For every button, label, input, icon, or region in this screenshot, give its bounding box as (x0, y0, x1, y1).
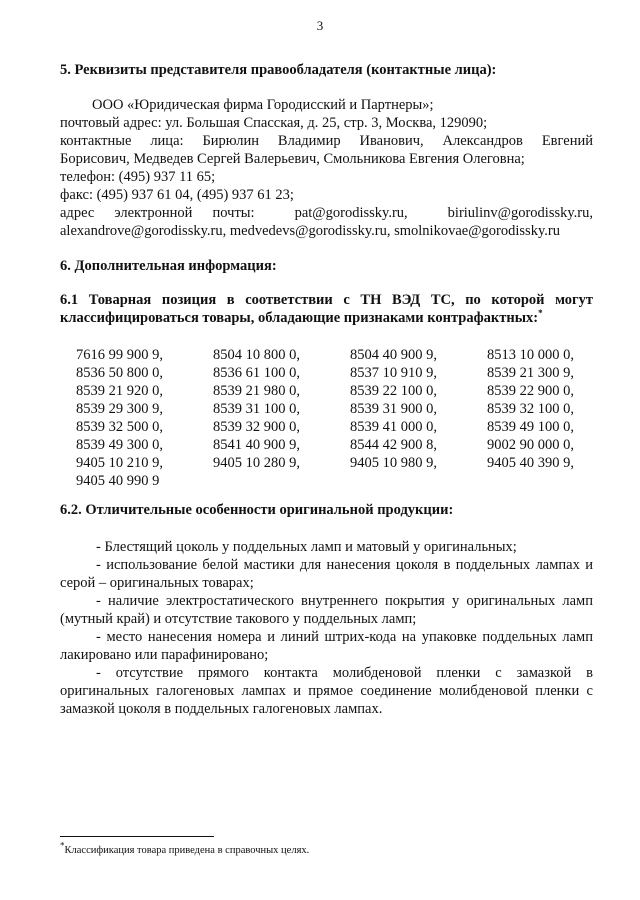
section-5-heading: 5. Реквизиты представителя правообладателя (контактные лица): (60, 62, 497, 78)
hs-code (487, 472, 624, 490)
feature-item: - Блестящий цоколь у поддельных ламп и матовый у оригинальных; (96, 539, 517, 555)
subsection-6-1-line-2 (60, 310, 543, 327)
email-pat: pat@gorodissky.ru, (294, 205, 408, 221)
hs-code: 8539 22 100 0, (350, 383, 437, 399)
email-label: адрес электронной почты: (60, 205, 255, 221)
email-biriulinv: biriulinv@gorodissky.ru, (447, 205, 593, 221)
hs-code: 8539 29 300 9, (76, 401, 163, 417)
hs-code: 9405 40 390 9, (487, 455, 574, 471)
codes-row (76, 400, 624, 418)
contacts-line-1: контактные лица: Бирюлин Владимир Иванович, Александров Евгений (60, 133, 593, 149)
email-line-1 (60, 204, 593, 222)
hs-code: 8539 21 920 0, (76, 383, 163, 399)
hs-code: 9405 10 980 9, (350, 455, 437, 471)
page-number: 3 (316, 18, 324, 33)
hs-code: 8539 31 900 0, (350, 401, 437, 417)
hs-code: 8539 32 100 0, (487, 401, 574, 417)
hs-code: 8539 31 100 0, (213, 401, 300, 417)
footnote-divider (60, 836, 214, 837)
hs-code: 8539 21 300 9, (487, 365, 574, 381)
subsection-6-1-line-1: 6.1 Товарная позиция в соответствии с ТН ВЭД ТС, по которой могут (60, 292, 593, 308)
feature-item: - наличие электростатического внутреннего покрытия у оригинальных ламп (мутный край) и отсутствие такового у поддельных ламп; (60, 593, 593, 627)
features-list (60, 538, 593, 718)
hs-code: 7616 99 900 9, (76, 347, 163, 363)
hs-code (213, 472, 350, 490)
hs-code: 9405 10 210 9, (76, 455, 163, 471)
footnote (60, 840, 310, 856)
codes-row (76, 436, 624, 454)
codes-row (76, 472, 624, 490)
feature-item: - место нанесения номера и линий штрих-кода на упаковке поддельных ламп лакировано или парафинировано; (60, 629, 593, 663)
contacts-line-2: Борисович, Медведев Сергей Валерьевич, Смольникова Евгения Олеговна; (60, 151, 525, 167)
hs-code: 8544 42 900 8, (350, 437, 437, 453)
hs-code: 8539 32 500 0, (76, 419, 163, 435)
subsection-6-2-heading: 6.2. Отличительные особенности оригинальной продукции: (60, 502, 454, 518)
fax: факс: (495) 937 61 04, (495) 937 61 23; (60, 187, 294, 203)
codes-row (76, 454, 624, 472)
hs-code: 8539 32 900 0, (213, 419, 300, 435)
hs-code: 8539 22 900 0, (487, 383, 574, 399)
codes-row (76, 382, 624, 400)
codes-row (76, 364, 624, 382)
hs-code: 8537 10 910 9, (350, 365, 437, 381)
feature-item: - использование белой мастики для нанесения цоколя в поддельных лампах и серой – оригинальных товарах; (60, 557, 593, 591)
footnote-mark: * (538, 308, 543, 319)
feature-item: - отсутствие прямого контакта молибденовой пленки с замазкой в оригинальных галогеновых лампах и прямое соединение молибденовой пленки с замазкой цоколя в поддельных галогеновых лампах. (60, 665, 593, 717)
section-6-heading: 6. Дополнительная информация: (60, 258, 277, 274)
hs-code: 9405 10 280 9, (213, 455, 300, 471)
email-line-2: alexandrove@gorodissky.ru, medvedevs@gorodissky.ru, smolnikovae@gorodissky.ru (60, 223, 560, 239)
hs-code: 8539 41 000 0, (350, 419, 437, 435)
hs-code: 8513 10 000 0, (487, 347, 574, 363)
subsection-6-1-text: классифицироваться товары, обладающие признаками контрафактных: (60, 310, 539, 326)
org-name: ООО «Юридическая фирма Городисский и Партнеры»; (92, 97, 434, 113)
hs-code (350, 472, 487, 490)
hs-codes-table (76, 346, 624, 490)
footnote-text: Классификация товара приведена в справочных целях. (64, 845, 310, 856)
hs-code: 8539 49 100 0, (487, 419, 574, 435)
hs-code: 8504 40 900 9, (350, 347, 437, 363)
hs-code: 8539 21 980 0, (213, 383, 300, 399)
hs-code: 9002 90 000 0, (487, 437, 574, 453)
hs-code: 8539 49 300 0, (76, 437, 163, 453)
hs-code: 8541 40 900 9, (213, 437, 300, 453)
hs-code: 9405 40 990 9 (76, 473, 160, 489)
phone: телефон: (495) 937 11 65; (60, 169, 216, 185)
hs-code: 8536 50 800 0, (76, 365, 163, 381)
hs-code: 8504 10 800 0, (213, 347, 300, 363)
hs-code: 8536 61 100 0, (213, 365, 300, 381)
codes-row (76, 346, 624, 364)
footnote-mark-bottom: * (60, 840, 65, 851)
codes-row (76, 418, 624, 436)
postal-address: почтовый адрес: ул. Большая Спасская, д. 25, стр. 3, Москва, 129090; (60, 115, 488, 131)
